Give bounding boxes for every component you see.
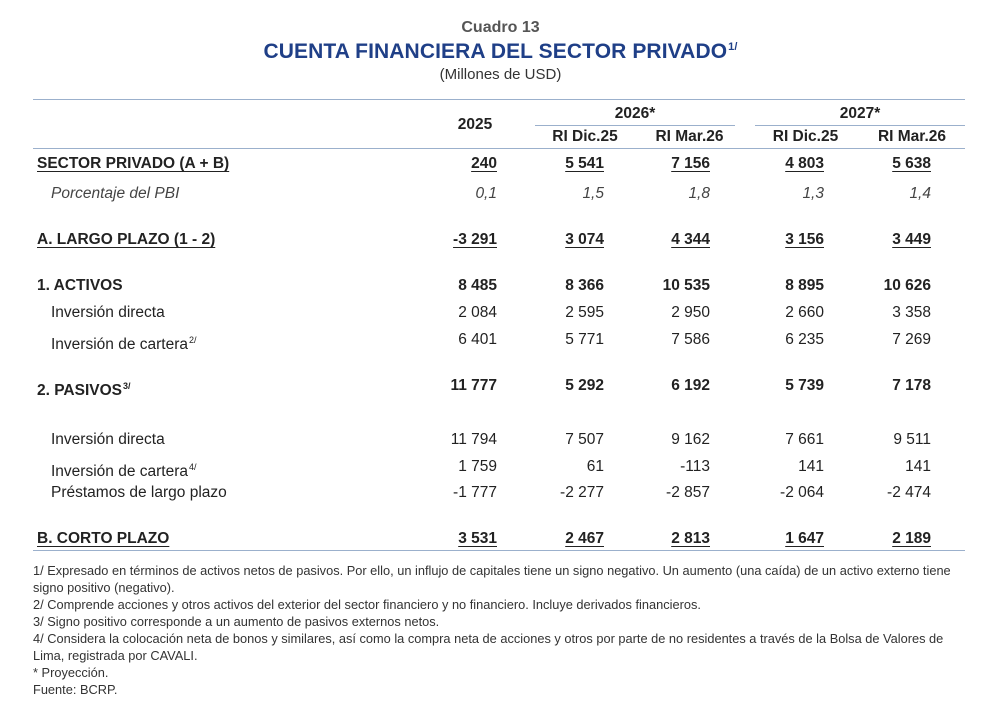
row-porcentaje-pbi-2027-dic: 1,3 (802, 185, 824, 202)
col-2025: 2025 (457, 116, 493, 133)
row-activos-inv-cartera-label (51, 330, 197, 355)
footnote-4: 4/ Considera la colocación neta de bonos y similares, así como la compra neta de acciones y otros por parte de no residentes a través de la Bolsa de Valores de Lima, registrada por CAVALI. (33, 631, 944, 663)
group-2027-rule (755, 125, 965, 126)
row-activos-2026-dic: 8 366 (565, 277, 604, 294)
row-activos-2027-dic: 8 895 (785, 277, 824, 294)
col-2027-ri-dic: RI Dic.25 (772, 128, 839, 145)
row-porcentaje-pbi-2026-mar: 1,8 (688, 185, 710, 202)
footnote-mark-3: 3/ (123, 381, 131, 391)
row-sector-privado-2026-dic: 5 541 (565, 155, 604, 172)
row-largo-plazo-2027-dic: 3 156 (785, 231, 824, 248)
table-title-text: CUENTA FINANCIERA DEL SECTOR PRIVADO (263, 40, 728, 63)
row-pasivos-inv-cartera-2027-dic: 141 (798, 458, 824, 475)
row-pasivos-2027-dic: 5 739 (785, 377, 824, 394)
row-activos-inv-cartera-2027-dic: 6 235 (785, 331, 824, 348)
row-pasivos-inv-directa-2027-dic: 7 661 (785, 431, 824, 448)
row-pasivos-inv-directa-2027-mar: 9 511 (893, 431, 931, 448)
row-porcentaje-pbi-2025: 0,1 (475, 185, 497, 202)
row-pasivos-inv-cartera-2027-mar: 141 (905, 458, 931, 475)
row-corto-plazo-2025: 3 531 (458, 530, 497, 547)
footnote-projection: * Proyección. (33, 665, 109, 680)
row-corto-plazo-2027-dic: 1 647 (785, 530, 824, 547)
row-porcentaje-pbi-2026-dic: 1,5 (582, 185, 604, 202)
row-activos-2026-mar: 10 535 (662, 277, 710, 294)
bottom-rule (33, 550, 965, 551)
table-title (0, 40, 1001, 64)
row-prestamos-label: Préstamos de largo plazo (51, 484, 227, 501)
row-prestamos-2025: -1 777 (453, 484, 497, 501)
col-2027-ri-mar: RI Mar.26 (877, 128, 947, 145)
table-units: (Millones de USD) (439, 66, 562, 83)
col-group-2026: 2026* (614, 105, 656, 122)
footnotes (33, 562, 973, 698)
col-2026-ri-mar: RI Mar.26 (655, 128, 724, 145)
row-activos-inv-cartera-2025: 6 401 (458, 331, 497, 348)
row-activos-2025: 8 485 (458, 277, 497, 294)
row-largo-plazo-2026-dic: 3 074 (565, 231, 604, 248)
row-corto-plazo-2026-mar: 2 813 (671, 530, 710, 547)
row-sector-privado-label: SECTOR PRIVADO (A + B) (37, 155, 230, 172)
row-activos-inv-directa-label: Inversión directa (51, 304, 165, 321)
row-activos-inv-cartera-2026-dic: 5 771 (565, 331, 604, 348)
row-activos-inv-directa-2027-dic: 2 660 (785, 304, 824, 321)
row-pasivos-inv-directa-2026-dic: 7 507 (565, 431, 604, 448)
row-pasivos-inv-cartera-2025: 1 759 (458, 458, 497, 475)
row-pasivos-inv-directa-2026-mar: 9 162 (671, 431, 710, 448)
title-footnote-mark: 1/ (728, 41, 738, 53)
row-activos-inv-cartera-text: Inversión de cartera (51, 336, 188, 353)
row-activos-inv-cartera-2026-mar: 7 586 (671, 331, 710, 348)
row-corto-plazo-2027-mar: 2 189 (892, 530, 931, 547)
table-number: Cuadro 13 (461, 19, 540, 36)
row-activos-inv-directa-2025: 2 084 (458, 304, 497, 321)
row-prestamos-2027-mar: -2 474 (887, 484, 931, 501)
row-corto-plazo-label: B. CORTO PLAZO (37, 530, 170, 547)
row-prestamos-2026-dic: -2 277 (560, 484, 604, 501)
row-porcentaje-pbi-label: Porcentaje del PBI (51, 185, 180, 202)
row-porcentaje-pbi-2027-mar: 1,4 (909, 185, 931, 202)
row-pasivos-2027-mar: 7 178 (892, 377, 931, 394)
row-prestamos-2026-mar: -2 857 (666, 484, 710, 501)
footnote-2: 2/ Comprende acciones y otros activos del exterior del sector financiero y no financiero. Incluye derivados financieros. (33, 597, 701, 612)
row-largo-plazo-label: A. LARGO PLAZO (1 - 2) (37, 231, 216, 248)
row-sector-privado-2027-dic: 4 803 (785, 155, 824, 172)
row-pasivos-2026-mar: 6 192 (671, 377, 710, 394)
row-pasivos-label (37, 376, 131, 401)
header-bottom-rule (33, 148, 965, 149)
footnote-1: 1/ Expresado en términos de activos netos de pasivos. Por ello, un influjo de capitales tiene un signo negativo. Un aumento (una caída) de un activo externo tiene signo positivo (negativo). (33, 563, 951, 595)
row-largo-plazo-2025: -3 291 (453, 231, 497, 248)
row-corto-plazo-2026-dic: 2 467 (565, 530, 604, 547)
row-pasivos-inv-directa-label: Inversión directa (51, 431, 165, 448)
row-prestamos-2027-dic: -2 064 (780, 484, 824, 501)
col-2026-ri-dic: RI Dic.25 (552, 128, 618, 145)
row-pasivos-2026-dic: 5 292 (565, 377, 604, 394)
group-2026-rule (535, 125, 735, 126)
row-largo-plazo-2027-mar: 3 449 (892, 231, 931, 248)
row-largo-plazo-2026-mar: 4 344 (671, 231, 710, 248)
row-activos-inv-directa-2026-mar: 2 950 (671, 304, 710, 321)
footnote-mark-4: 4/ (189, 462, 197, 472)
row-pasivos-2025: 11 777 (450, 377, 497, 394)
row-activos-label: 1. ACTIVOS (37, 277, 123, 294)
row-sector-privado-2026-mar: 7 156 (671, 155, 710, 172)
row-activos-inv-directa-2027-mar: 3 358 (892, 304, 931, 321)
col-group-2027: 2027* (839, 105, 881, 122)
row-sector-privado-2025: 240 (471, 155, 497, 172)
row-activos-inv-cartera-2027-mar: 7 269 (892, 331, 931, 348)
row-sector-privado-2027-mar: 5 638 (892, 155, 931, 172)
footnote-mark-2: 2/ (189, 335, 197, 345)
footnote-source: Fuente: BCRP. (33, 682, 118, 697)
top-rule (33, 99, 965, 100)
row-pasivos-inv-cartera-label (51, 457, 197, 482)
row-activos-2027-mar: 10 626 (883, 277, 931, 294)
row-pasivos-inv-cartera-2026-mar: -113 (680, 458, 710, 475)
footnote-3: 3/ Signo positivo corresponde a un aumento de pasivos externos netos. (33, 614, 440, 629)
row-pasivos-inv-directa-2025: 11 794 (450, 431, 497, 448)
row-activos-inv-directa-2026-dic: 2 595 (565, 304, 604, 321)
row-pasivos-inv-cartera-text: Inversión de cartera (51, 463, 188, 480)
row-pasivos-text: 2. PASIVOS (37, 382, 122, 399)
row-pasivos-inv-cartera-2026-dic: 61 (586, 458, 604, 475)
